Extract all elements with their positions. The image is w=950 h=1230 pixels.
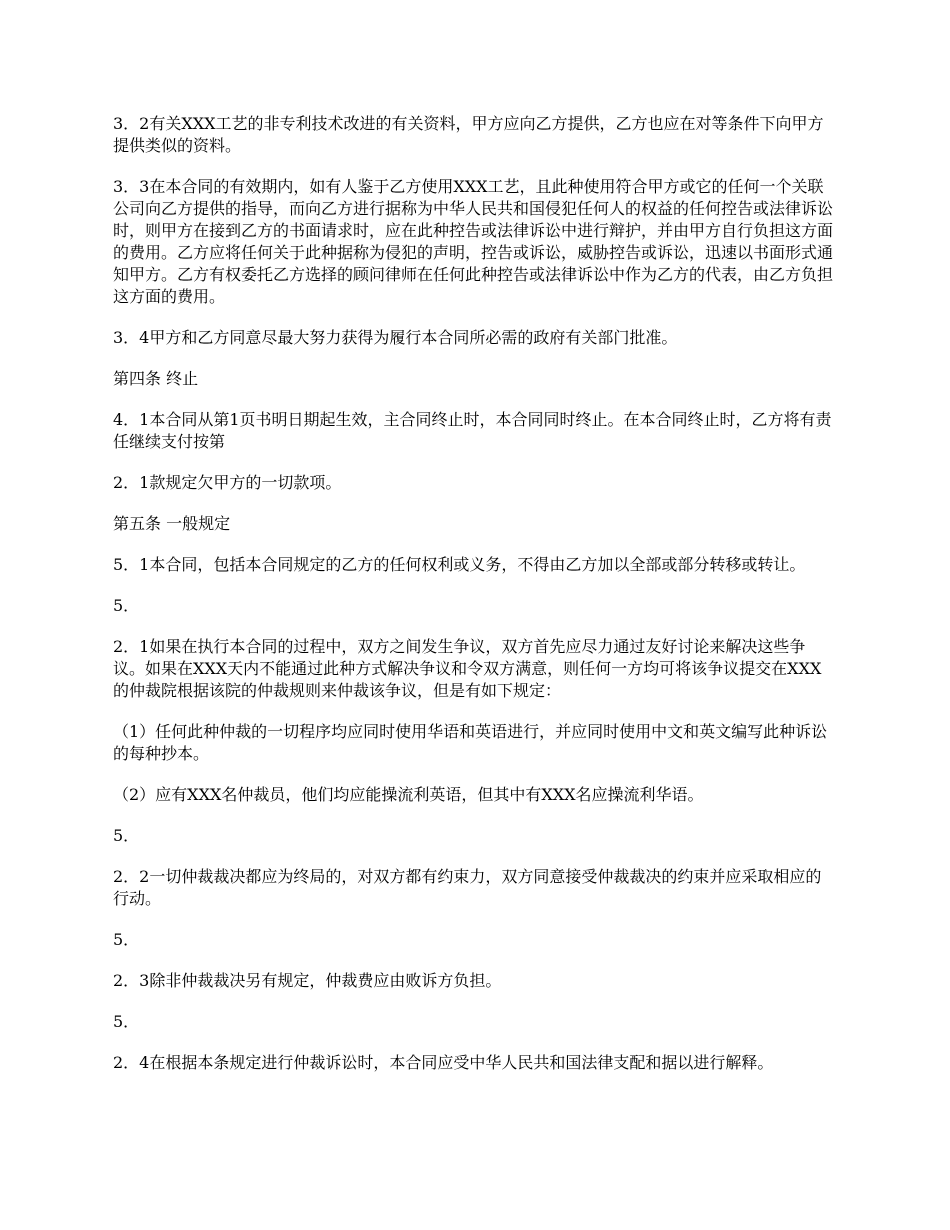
clause-3-2: 3．2有关XXX工艺的非专利技术改进的有关资料，甲方应向乙方提供，乙方也应在对等条件下向甲方提供类似的资料。 xyxy=(113,114,824,155)
clause-4-1-continued: 2．1款规定欠甲方的一切款项。 xyxy=(113,473,342,492)
clause-5-2-1: 2．1如果在执行本合同的过程中，双方之间发生争议，双方首先应尽力通过友好讨论来解决这些争议。如果在XXX天内不能通过此种方式解决争议和令双方满意，则任何一方均可将该争议提交在XXX的仲裁院根据该院的仲裁规则来仲裁该争议，但是有如下规定： xyxy=(113,637,822,700)
clause-number-fragment: 5． xyxy=(113,1012,140,1031)
clause-number-fragment: 5． xyxy=(113,596,140,615)
clause-5-1: 5．1本合同，包括本合同规定的乙方的任何权利或义务，不得由乙方加以全部或部分转移或转让。 xyxy=(113,555,806,574)
clause-5-2-2: 2．2一切仲裁裁决都应为终局的，对双方都有约束力，双方同意接受仲裁裁决的约束并应采取相应的行动。 xyxy=(113,867,822,908)
article-4-heading: 第四条 终止 xyxy=(113,369,199,388)
clause-number-fragment: 5． xyxy=(113,826,140,845)
clause-5-2-4: 2．4在根据本条规定进行仲裁诉讼时，本合同应受中华人民共和国法律支配和据以进行解释。 xyxy=(113,1053,774,1072)
document-body xyxy=(113,113,837,1093)
clause-4-1: 4．1本合同从第1页书明日期起生效，主合同终止时，本合同同时终止。在本合同终止时，乙方将有责任继续支付按第 xyxy=(113,410,832,451)
arbitration-rule-1: （1）任何此种仲裁的一切程序均应同时使用华语和英语进行，并应同时使用中文和英文编写此种诉讼的每种抄本。 xyxy=(113,722,828,763)
clause-number-fragment: 5． xyxy=(113,930,140,949)
clause-3-3: 3．3在本合同的有效期内，如有人鉴于乙方使用XXX工艺，且此种使用符合甲方或它的任何一个关联公司向乙方提供的指导，而向乙方进行据称为中华人民共和国侵犯任何人的权益的任何控告或法律诉讼时，则甲方在接到乙方的书面请求时，应在此种控告或法律诉讼中进行辩护，并由甲方自行负担这方面的费用。乙方应将任何关于此种据称为侵犯的声明，控告或诉讼，威胁控告或诉讼，迅速以书面形式通知甲方。乙方有权委托乙方选择的顾问律师在任何此种控告或法律诉讼中作为乙方的代表，由乙方负担这方面的费用。 xyxy=(113,177,834,306)
arbitration-rule-2: （2）应有XXX名仲裁员，他们均应能操流利英语，但其中有XXX名应操流利华语。 xyxy=(113,785,704,804)
article-5-heading: 第五条 一般规定 xyxy=(113,514,231,533)
clause-5-2-3: 2．3除非仲裁裁决另有规定，仲裁费应由败诉方负担。 xyxy=(113,971,502,990)
clause-3-4: 3．4甲方和乙方同意尽最大努力获得为履行本合同所必需的政府有关部门批准。 xyxy=(113,328,678,347)
